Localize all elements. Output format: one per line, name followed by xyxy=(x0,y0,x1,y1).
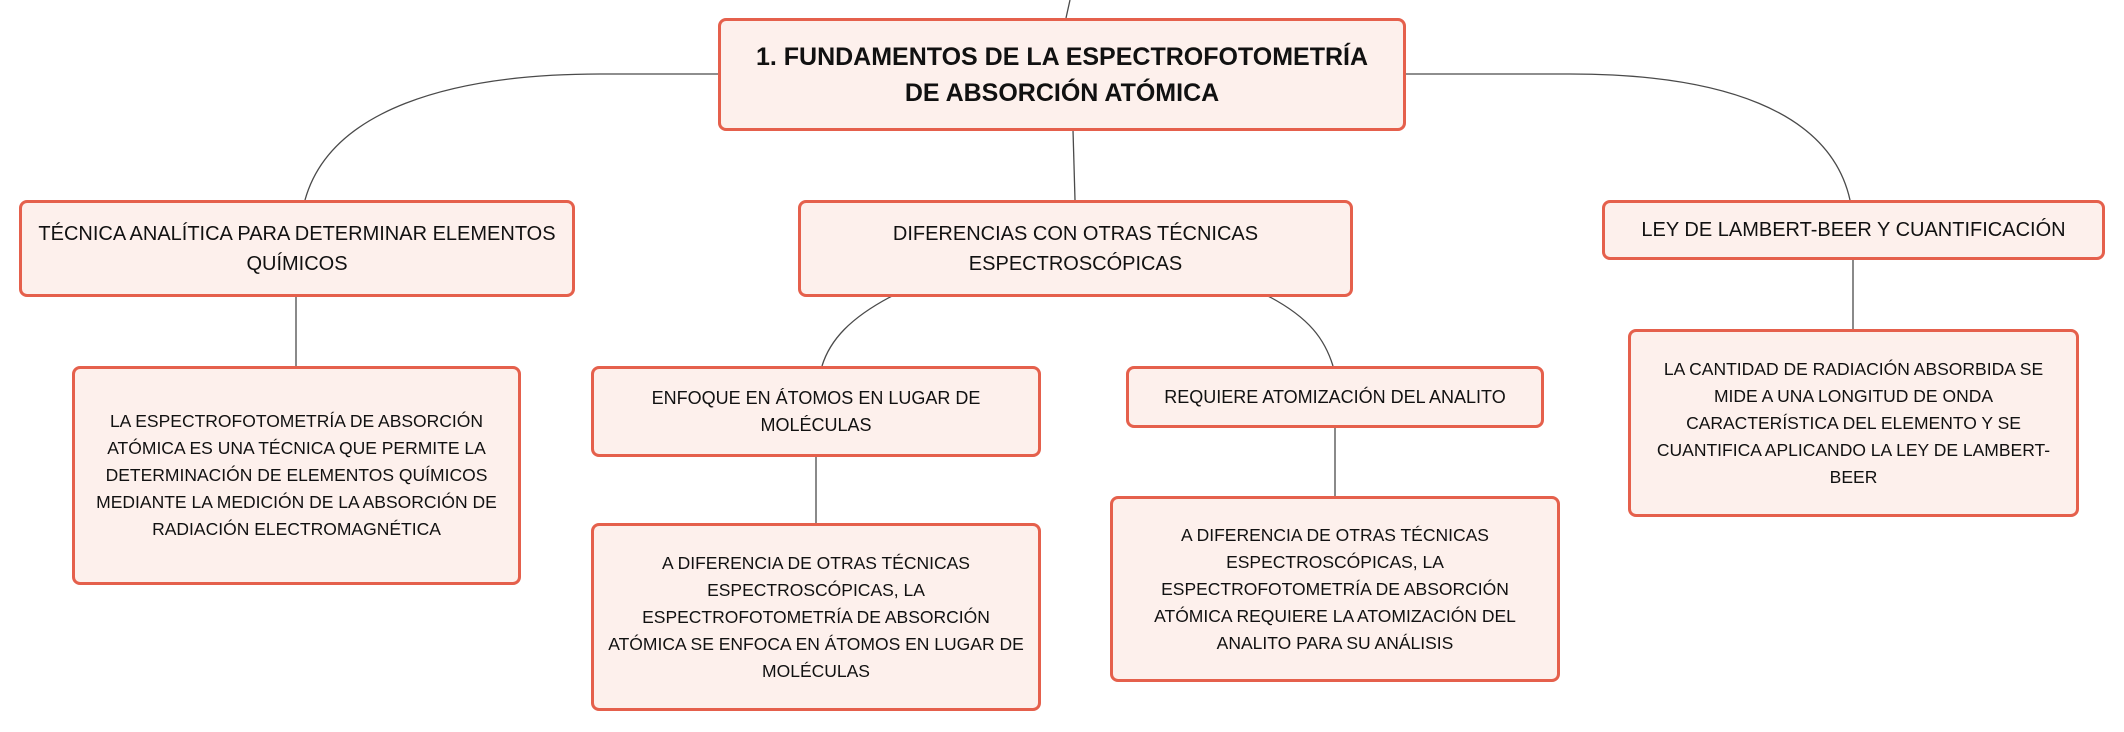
topic-tecnica-analitica-label: TÉCNICA ANALÍTICA PARA DETERMINAR ELEMENTOS QUÍMICOS xyxy=(38,222,556,275)
connector-root-parent xyxy=(1066,0,1070,18)
detail-atomizacion-text: A DIFERENCIA DE OTRAS TÉCNICAS ESPECTROSCÓPICAS, LA ESPECTROFOTOMETRÍA DE ABSORCIÓN ATÓMICA REQUIERE LA ATOMIZACIÓN DEL ANALITO PARA SU ANÁLISIS xyxy=(1154,524,1516,653)
detail-ley-lambert-beer[interactable] xyxy=(1628,329,2079,517)
subtopic-enfoque-atomos-label: ENFOQUE EN ÁTOMOS EN LUGAR DE MOLÉCULAS xyxy=(651,387,981,435)
root-topic[interactable] xyxy=(718,18,1406,131)
connector-root-diferencias xyxy=(1073,130,1075,200)
topic-ley-lambert-beer-label: LEY DE LAMBERT-BEER Y CUANTIFICACIÓN xyxy=(1641,219,2066,241)
detail-tecnica-analitica[interactable] xyxy=(72,366,521,585)
topic-tecnica-analitica[interactable] xyxy=(19,200,575,297)
root-topic-label: 1. FUNDAMENTOS DE LA ESPECTROFOTOMETRÍA DE ABSORCIÓN ATÓMICA xyxy=(755,42,1369,107)
detail-atomizacion[interactable] xyxy=(1110,496,1560,682)
connector-diferencias-enfoque xyxy=(822,296,892,366)
topic-ley-lambert-beer[interactable] xyxy=(1602,200,2105,260)
subtopic-enfoque-atomos[interactable] xyxy=(591,366,1041,457)
topic-diferencias-label: DIFERENCIAS CON OTRAS TÉCNICAS ESPECTROSCÓPICAS xyxy=(892,222,1259,275)
topic-diferencias[interactable] xyxy=(798,200,1353,297)
subtopic-atomizacion[interactable] xyxy=(1126,366,1544,428)
detail-ley-lambert-beer-text: LA CANTIDAD DE RADIACIÓN ABSORBIDA SE MIDE A UNA LONGITUD DE ONDA CARACTERÍSTICA DEL ELEMENTO Y SE CUANTIFICA APLICANDO LA LEY DE LAMBERT-BEER xyxy=(1656,358,2051,487)
connector-root-tecnica xyxy=(305,74,718,200)
connector-root-ley xyxy=(1405,74,1850,200)
detail-tecnica-analitica-text: LA ESPECTROFOTOMETRÍA DE ABSORCIÓN ATÓMICA ES UNA TÉCNICA QUE PERMITE LA DETERMINACIÓN DE ELEMENTOS QUÍMICOS MEDIANTE LA MEDICIÓN DE LA ABSORCIÓN DE RADIACIÓN ELECTROMAGNÉTICA xyxy=(96,411,497,539)
detail-enfoque-atomos[interactable] xyxy=(591,523,1041,711)
connector-diferencias-atomizacion xyxy=(1268,296,1333,366)
subtopic-atomizacion-label: REQUIERE ATOMIZACIÓN DEL ANALITO xyxy=(1164,386,1506,407)
detail-enfoque-atomos-text: A DIFERENCIA DE OTRAS TÉCNICAS ESPECTROSCÓPICAS, LA ESPECTROFOTOMETRÍA DE ABSORCIÓN ATÓMICA SE ENFOCA EN ÁTOMOS EN LUGAR DE MOLÉCULAS xyxy=(608,552,1024,681)
